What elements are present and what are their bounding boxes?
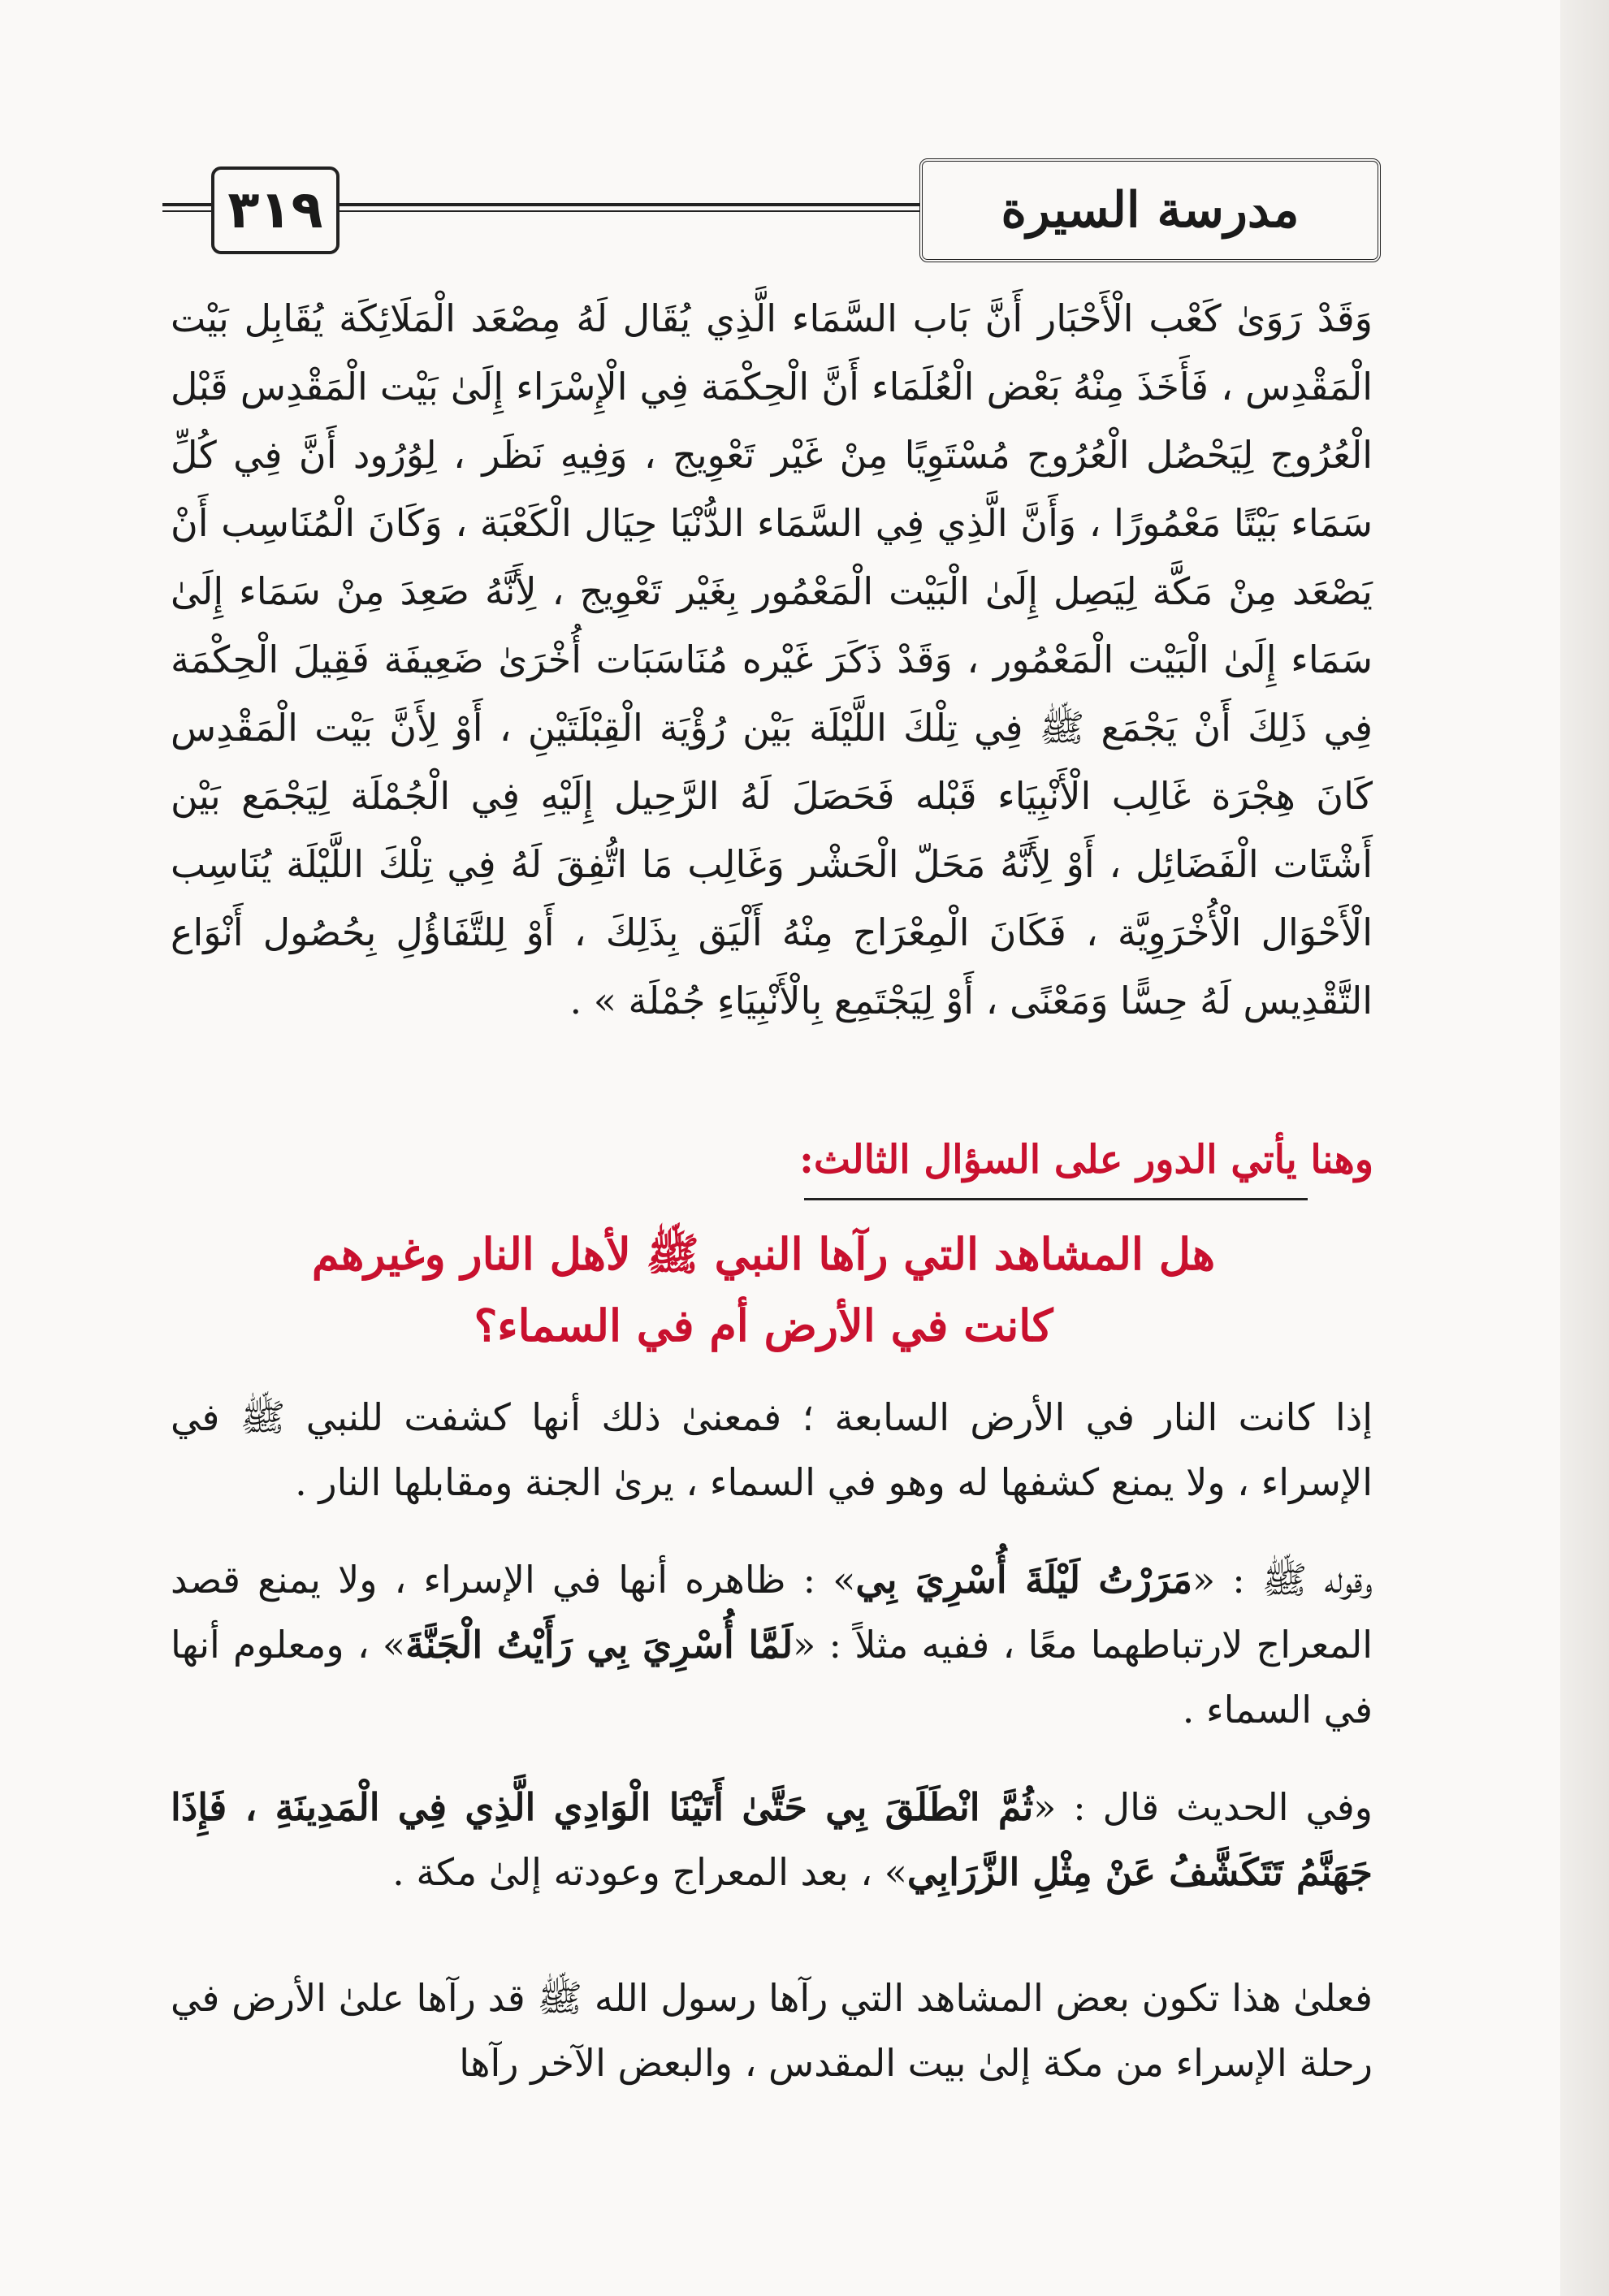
hadith-quote: لَمَّا أُسْرِيَ بِي رَأَيْتُ الْجَنَّةَ xyxy=(405,1623,794,1667)
page-edge xyxy=(1560,0,1609,2296)
section-intro: وهنا يأتي الدور على السؤال الثالث: xyxy=(799,1137,1373,1183)
p3-text-b: » ، بعد المعراج وعودته إلىٰ مكة . xyxy=(392,1850,907,1894)
answer-paragraph-3 xyxy=(171,1775,1413,1905)
hadith-quote: ثُمَّ انْطَلَقَ بِي حَتَّىٰ أَتَيْنَا الْوَادِي الَّذِي فِي الْمَدِينَةِ ، فَإِذَا جَهَنَّمُ تَتَكَشَّفُ عَنْ مِثْلِ الزَّرَابِي xyxy=(171,1785,1373,1894)
p2-text-b: » : ظاهره أنها في الإسراء ، ولا يمنع قصد المعراج لارتباطهما معًا ، ففيه مثلاً : « xyxy=(171,1558,1373,1667)
page-number: ٣١٩ xyxy=(211,166,340,254)
page-header xyxy=(162,158,1381,256)
question-line-2: كانت في الأرض أم في السماء؟ xyxy=(474,1299,1053,1351)
question-line-1: هل المشاهد التي رآها النبي ﷺ لأهل النار وغيرهم xyxy=(311,1228,1216,1280)
body-paragraph: وَقَدْ رَوَىٰ كَعْب الْأَحْبَار أَنَّ بَاب السَّمَاء الَّذِي يُقَال لَهُ مِصْعَد الْمَلَائِكَة يُقَابِل بَيْت الْمَقْدِس ، فَأَخَذَ مِنْهُ بَعْض الْعُلَمَاء أَنَّ الْحِكْمَة فِي الْإِسْرَاء إِلَىٰ بَيْت الْمَقْدِس قَبْل الْعُرُوج لِيَحْصُل الْعُرُوج مُسْتَوِيًا مِنْ غَيْر تَعْوِيج ، وَفِيهِ نَظَر ، لِوُرُود أَنَّ فِي كُلِّ سَمَاء بَيْتًا مَعْمُورًا ، وَأَنَّ الَّذِي فِي السَّمَاء الدُّنْيَا حِيَال الْكَعْبَة ، وَكَانَ الْمُنَاسِب أَنْ يَصْعَد مِنْ مَكَّة لِيَصِل إِلَىٰ الْبَيْت الْمَعْمُور بِغَيْر تَعْوِيج ، لِأَنَّهُ صَعِدَ مِنْ سَمَاء إِلَىٰ سَمَاء إِلَىٰ الْبَيْت الْمَعْمُور ، وَقَدْ ذَكَرَ غَيْره مُنَاسَبَات أُخْرَىٰ ضَعِيفَة فَقِيلَ الْحِكْمَة فِي ذَلِكَ أَنْ يَجْمَع ﷺ فِي تِلْكَ اللَّيْلَة بَيْن رُؤْيَة الْقِبْلَتَيْنِ ، أَوْ لِأَنَّ بَيْت الْمَقْدِس كَانَ هِجْرَة غَالِب الْأَنْبِيَاء قَبْله فَحَصَلَ لَهُ الرَّحِيل إِلَيْهِ فِي الْجُمْلَة لِيَجْمَع بَيْن أَشْتَات الْفَضَائِل ، أَوْ لِأَنَّهُ مَحَلّ الْحَشْر وَغَالِب مَا اتُّفِقَ لَهُ فِي تِلْكَ اللَّيْلَة يُنَاسِب الْأَحْوَال الْأُخْرَوِيَّة ، فَكَانَ الْمِعْرَاج مِنْهُ أَلْيَق بِذَلِكَ ، أَوْ لِلتَّفَاؤُلِ بِحُصُول أَنْوَاع التَّقْدِيس لَهُ حِسًّا وَمَعْنًى ، أَوْ لِيَجْتَمِع بِالْأَنْبِيَاءِ جُمْلَة » . xyxy=(171,296,1373,1023)
p3-text-a: وفي الحديث قال : « xyxy=(1033,1785,1373,1829)
answer-paragraph-2 xyxy=(171,1547,1413,1742)
answer-paragraph-1: إذا كانت النار في الأرض السابعة ؛ فمعنىٰ ذلك أنها كشفت للنبي ﷺ في الإسراء ، ولا يمنع كشفها له وهو في السماء ، يرىٰ الجنة ومقابلها النار . xyxy=(171,1395,1373,1504)
p2-text-c: » ، ومعلوم أنها في السماء . xyxy=(171,1623,1373,1732)
running-head: مدرسة السيرة xyxy=(919,158,1381,262)
section-rule xyxy=(804,1198,1308,1200)
question-heading xyxy=(244,1218,1283,1361)
answer-paragraph-4: فعلىٰ هذا تكون بعض المشاهد التي رآها رسول الله ﷺ قد رآها علىٰ الأرض في رحلة الإسراء من مكة إلىٰ بيت المقدس ، والبعض الآخر رآها xyxy=(171,1976,1373,2085)
hadith-quote: مَرَرْتُ لَيْلَةَ أُسْرِيَ بِي xyxy=(855,1558,1192,1602)
p2-text-a: وقوله ﷺ : « xyxy=(1192,1558,1373,1602)
